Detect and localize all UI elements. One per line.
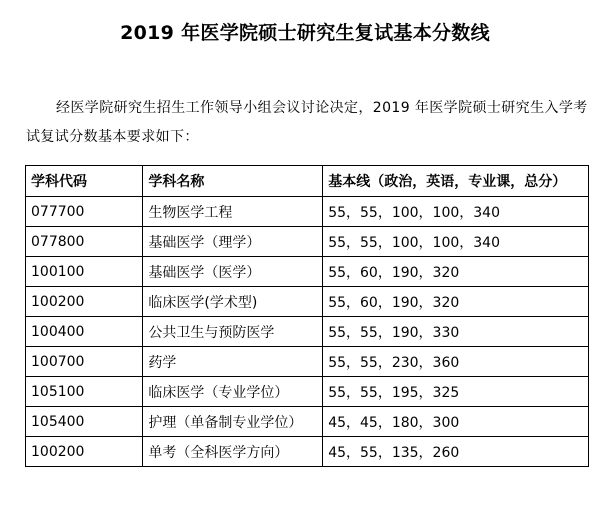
subject-code-cell: 100400 xyxy=(26,317,143,347)
subject-name-cell: 公共卫生与预防医学 xyxy=(143,317,323,347)
subject-name-cell: 临床医学（专业学位） xyxy=(143,377,323,407)
subject-name-cell: 基础医学（医学） xyxy=(143,257,323,287)
subject-code-cell: 105400 xyxy=(26,407,143,437)
baseline-score-cell: 55，55，100，100，340 xyxy=(323,227,589,257)
header-baseline-scores: 基本线（政治，英语，专业课，总分） xyxy=(323,166,589,197)
table-row xyxy=(26,377,589,407)
baseline-score-cell: 55，55，195，325 xyxy=(323,377,589,407)
document-title: 2019 年医学院硕士研究生复试基本分数线 xyxy=(120,22,490,44)
subject-name-cell: 单考（全科医学方向） xyxy=(143,437,323,467)
baseline-score-cell: 55，60，190，320 xyxy=(323,257,589,287)
baseline-score-cell: 55，55，100，100，340 xyxy=(323,197,589,227)
table-row xyxy=(26,257,589,287)
score-table xyxy=(25,165,589,467)
subject-name-cell: 生物医学工程 xyxy=(143,197,323,227)
baseline-score-cell: 45，45，180，300 xyxy=(323,407,589,437)
subject-code-cell: 100700 xyxy=(26,347,143,377)
subject-code-cell: 100200 xyxy=(26,287,143,317)
table-row xyxy=(26,197,589,227)
subject-code-cell: 077700 xyxy=(26,197,143,227)
table-row xyxy=(26,407,589,437)
subject-code-cell: 100100 xyxy=(26,257,143,287)
subject-name-cell: 护理（单备制专业学位） xyxy=(143,407,323,437)
baseline-score-cell: 55，60，190，320 xyxy=(323,287,589,317)
subject-code-cell: 100200 xyxy=(26,437,143,467)
baseline-score-cell: 55，55，190，330 xyxy=(323,317,589,347)
subject-name-cell: 临床医学(学术型) xyxy=(143,287,323,317)
subject-code-cell: 105100 xyxy=(26,377,143,407)
subject-code-cell: 077800 xyxy=(26,227,143,257)
table-row xyxy=(26,437,589,467)
table-row xyxy=(26,287,589,317)
table-row xyxy=(26,347,589,377)
header-subject-code: 学科代码 xyxy=(26,166,143,197)
baseline-score-cell: 45，55，135，260 xyxy=(323,437,589,467)
subject-name-cell: 药学 xyxy=(143,347,323,377)
subject-name-cell: 基础医学（理学） xyxy=(143,227,323,257)
table-row xyxy=(26,227,589,257)
table-header-row xyxy=(26,166,589,197)
baseline-score-cell: 55，55，230，360 xyxy=(323,347,589,377)
intro-paragraph: 经医学院研究生招生工作领导小组会议讨论决定，2019 年医学院硕士研究生入学考试复试分数基本要求如下： xyxy=(26,100,588,145)
table-row xyxy=(26,317,589,347)
header-subject-name: 学科名称 xyxy=(143,166,323,197)
